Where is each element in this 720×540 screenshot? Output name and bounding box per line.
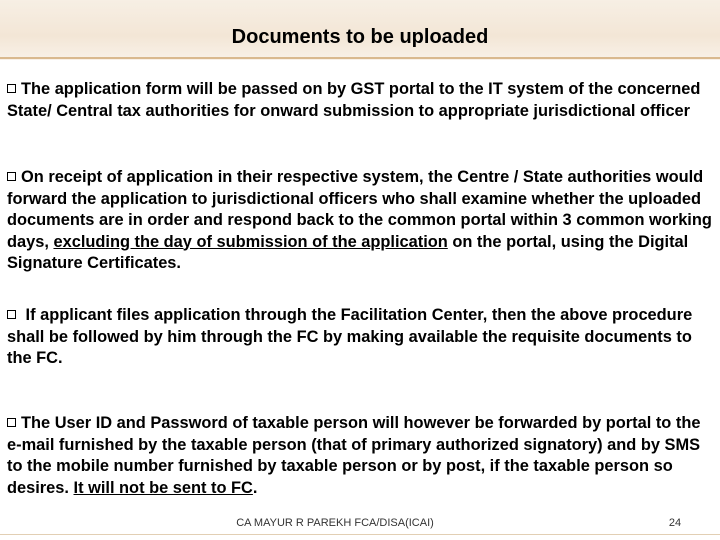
slide-title: Documents to be uploaded (231, 26, 489, 48)
checkbox-bullet-icon (7, 172, 16, 181)
bullet-text: On receipt of application in their respective system, the Centre / State authorities would forward the application to jurisdictional officers who shall examine whether the uploaded documents are in order and respond back to the common portal within 3 common working days, (7, 168, 712, 251)
bullet-item-1 (7, 79, 713, 122)
bullet-text: If applicant files application through the Facilitation Center, then the above procedure shall be followed by him through the FC by making available the requisite documents to the FC. (7, 306, 693, 367)
page-number: 24 (668, 517, 682, 529)
checkbox-bullet-icon (7, 310, 16, 319)
bullet-text-end: on the portal, using the Digital Signature Certificates. (7, 232, 689, 272)
bullet-item-3 (7, 305, 713, 370)
checkbox-bullet-icon (7, 418, 16, 427)
checkbox-bullet-icon (7, 84, 16, 93)
footer-author: CA MAYUR R PAREKH FCA/DISA(ICAI) (236, 517, 434, 529)
bullet-item-2 (7, 167, 713, 275)
bullet-text: The application form will be passed on by GST portal to the IT system of the concerned State/ Central tax authorities for onward submission to appropriate jurisdictional officer (7, 80, 701, 120)
bullet-text: The User ID and Password of taxable person will however be forwarded by portal to the e-mail furnished by the taxable person (that of primary authorized signatory) and by SMS to the mobile number furnished by taxable person or by post, if the taxable person so desires. (7, 414, 701, 497)
title-divider (0, 57, 720, 59)
bullet-text-end: . (252, 478, 258, 497)
bullet-item-4 (7, 413, 713, 499)
underlined-text: It will not be sent to FC (73, 478, 253, 497)
bottom-divider (0, 534, 720, 535)
underlined-text: excluding the day of submission of the application (53, 232, 448, 251)
